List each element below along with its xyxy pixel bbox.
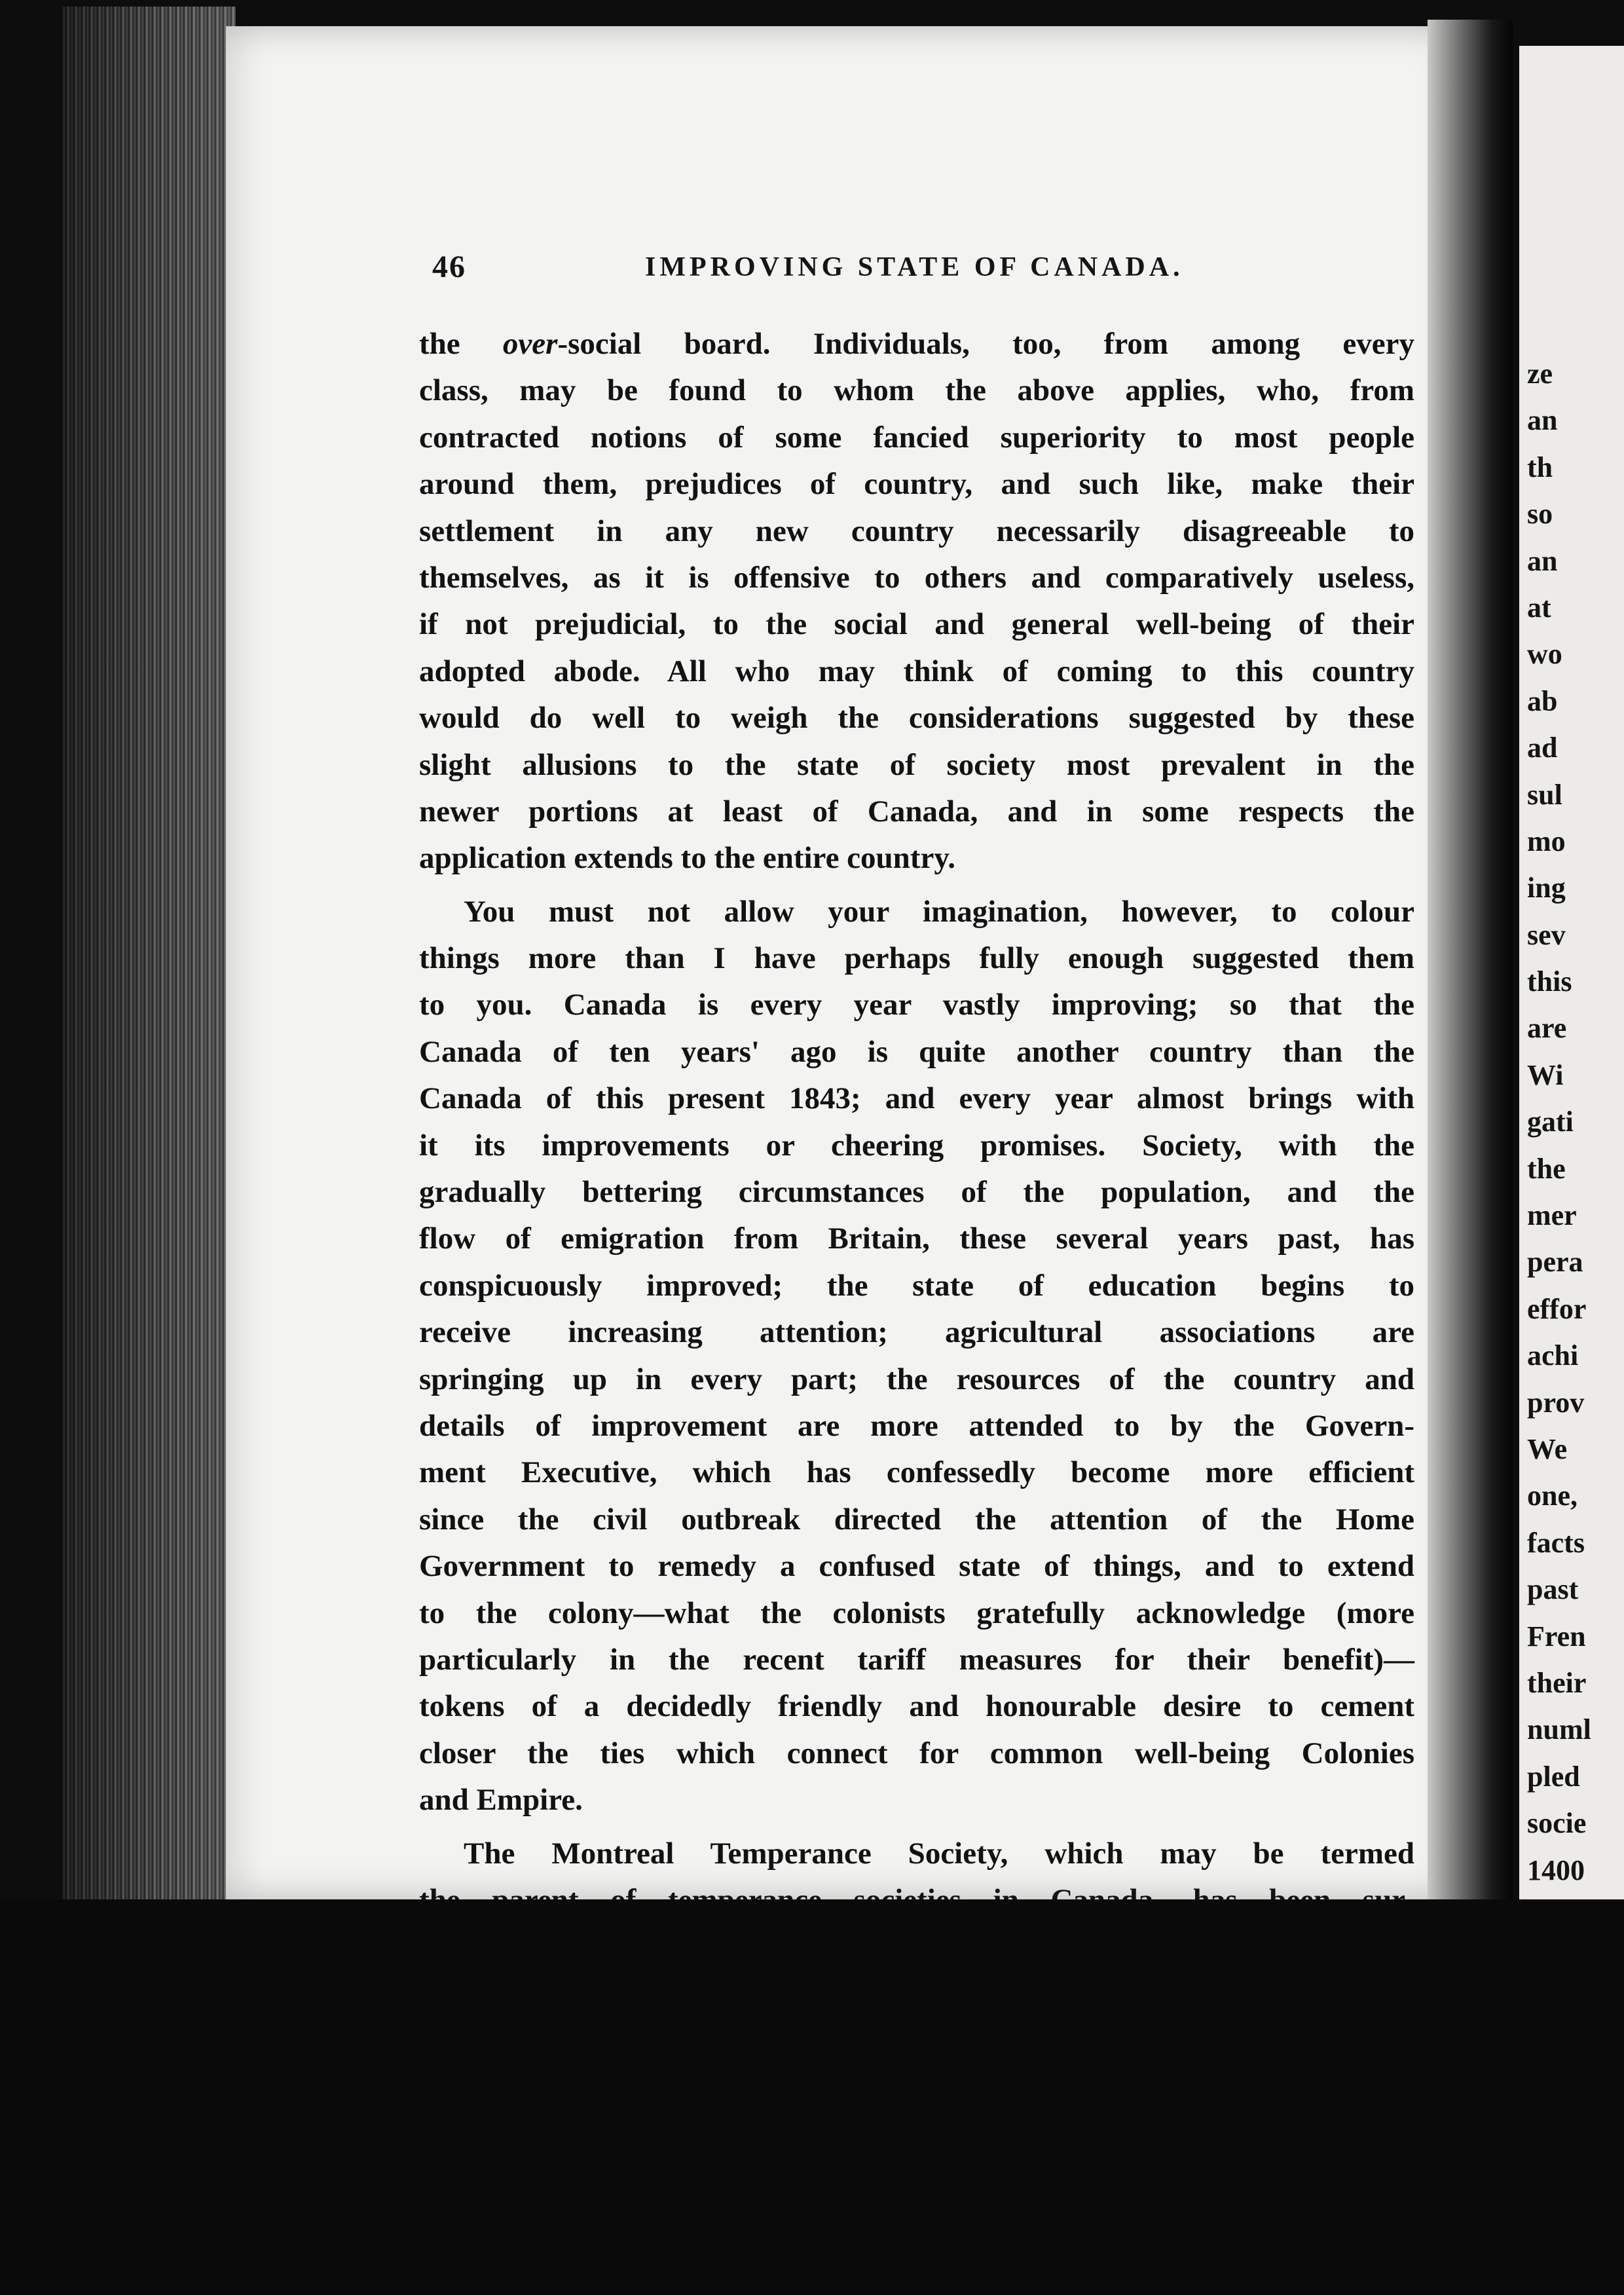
facing-page-lines (1527, 350, 1593, 1987)
facing-page-line: the (1527, 1152, 1566, 1185)
text-line: receive increasing attention; agricultural associations are (419, 1315, 1414, 1350)
body-text (419, 321, 1414, 1971)
text-line: class, may be found to whom the above applies, who, from (419, 373, 1414, 408)
text-line: the over-social board. Individuals, too, from among every (419, 327, 1414, 361)
facing-page-line: an (1527, 404, 1558, 437)
facing-page-line: ad (1527, 732, 1558, 764)
text-line: contracted notions of some fancied superiority to most people (419, 420, 1414, 455)
facing-page-line: pera (1527, 1246, 1583, 1278)
facing-page-line: one, (1527, 1480, 1578, 1512)
facing-page-line: effor (1527, 1292, 1587, 1325)
text-line: You must not allow your imagination, however, to colour (464, 894, 1414, 929)
text-line: tokens of a decidedly friendly and honourable desire to cement (419, 1689, 1414, 1724)
text-line: The Montreal Temperance Society, which may be termed (464, 1836, 1414, 1871)
text-line: flow of emigration from Britain, these several years past, has (419, 1222, 1414, 1256)
text-line: around them, prejudices of country, and such like, make their (419, 467, 1414, 502)
book-gutter (1428, 20, 1513, 1919)
text-line: it its improvements or cheering promises. Society, with the (419, 1128, 1414, 1163)
facing-page-line: mo (1527, 825, 1566, 857)
text-line: Government to remedy a confused state of things, and to extend (419, 1549, 1414, 1584)
facing-page-line: ing (1527, 872, 1566, 905)
facing-page-line: We (1527, 1432, 1568, 1465)
facing-page-line: th (1527, 451, 1553, 483)
facing-page-line: socie (1527, 1807, 1587, 1840)
facing-page-fragment (1519, 46, 1624, 1899)
text-line: things more than I have perhaps fully enough suggested them (419, 941, 1414, 976)
paragraph-gap (419, 1824, 1414, 1831)
text-line: conspicuously improved; the state of education begins to (419, 1268, 1414, 1303)
facing-page-line: an (1527, 544, 1558, 577)
facing-page-line: gati (1527, 1106, 1574, 1138)
facing-page-line: 1400 (1527, 1854, 1585, 1886)
text-line: if not prejudicial, to the social and general well-being of their (419, 607, 1414, 642)
facing-page-line: Fren (1527, 1620, 1586, 1652)
text-line: springing up in every part; the resources of the country and (419, 1362, 1414, 1396)
facing-page-line: prov (1527, 1386, 1585, 1419)
paragraph-1 (419, 321, 1414, 882)
facing-page-line: sul (1527, 778, 1562, 811)
facing-page-line: past (1527, 1573, 1579, 1606)
page-number: 46 (432, 250, 466, 284)
paragraph-2 (419, 889, 1414, 1824)
facing-page-line: facts (1527, 1526, 1585, 1559)
text-line: since the civil outbreak directed the attention of the Home (419, 1502, 1414, 1537)
scan-background (0, 1899, 1624, 2295)
text-line: closer the ties which connect for common well-being Colonies (419, 1736, 1414, 1770)
paragraph-gap (419, 882, 1414, 889)
facing-page-line: at (1527, 591, 1551, 624)
running-head: IMPROVING STATE OF CANADA. (645, 252, 1184, 282)
facing-page-line: Wi (1527, 1058, 1564, 1091)
text-line: themselves, as it is offensive to others and comparatively useless, (419, 560, 1414, 595)
text-line: gradually bettering circumstances of the population, and the (419, 1175, 1414, 1210)
text-line: and Empire. (419, 1783, 583, 1818)
text-line: slight allusions to the state of society most prevalent in the (419, 747, 1414, 782)
facing-page-line: numl (1527, 1713, 1591, 1746)
facing-page-line: sev (1527, 918, 1566, 951)
text-line: adopted abode. All who may think of coming to this country (419, 654, 1414, 688)
facing-page-line: achi (1527, 1339, 1579, 1372)
facing-page-line: this (1527, 965, 1572, 998)
facing-page-line: wo (1527, 638, 1562, 671)
facing-page-line: their (1527, 1666, 1587, 1699)
text-line: Canada of this present 1843; and every year almost brings with (419, 1081, 1414, 1116)
text-line: particularly in the recent tariff measures for their benefit)— (419, 1642, 1414, 1677)
text-line: application extends to the entire country. (419, 841, 955, 876)
text-line: would do well to weigh the considerations suggested by these (419, 701, 1414, 736)
text-line: Canada of ten years' ago is quite another country than the (419, 1034, 1414, 1069)
text-line: to you. Canada is every year vastly improving; so that the (419, 988, 1414, 1022)
facing-page-line: ab (1527, 684, 1558, 717)
facing-page-line: are (1527, 1012, 1567, 1045)
text-line: details of improvement are more attended to by the Govern- (419, 1408, 1414, 1443)
text-line: settlement in any new country necessarily disagreeable to (419, 513, 1414, 548)
facing-page-line: so (1527, 498, 1553, 531)
facing-page-line: ze (1527, 358, 1553, 390)
text-line: to the colony—what the colonists gratefully acknowledge (more (419, 1595, 1414, 1630)
page-header (432, 249, 1441, 295)
text-line: newer portions at least of Canada, and in some respects the (419, 794, 1414, 829)
facing-page-line: mer (1527, 1199, 1577, 1232)
book-page-edges (62, 7, 236, 1899)
text-line: ment Executive, which has confessedly become more efficient (419, 1455, 1414, 1490)
facing-page-line: pled (1527, 1760, 1580, 1793)
